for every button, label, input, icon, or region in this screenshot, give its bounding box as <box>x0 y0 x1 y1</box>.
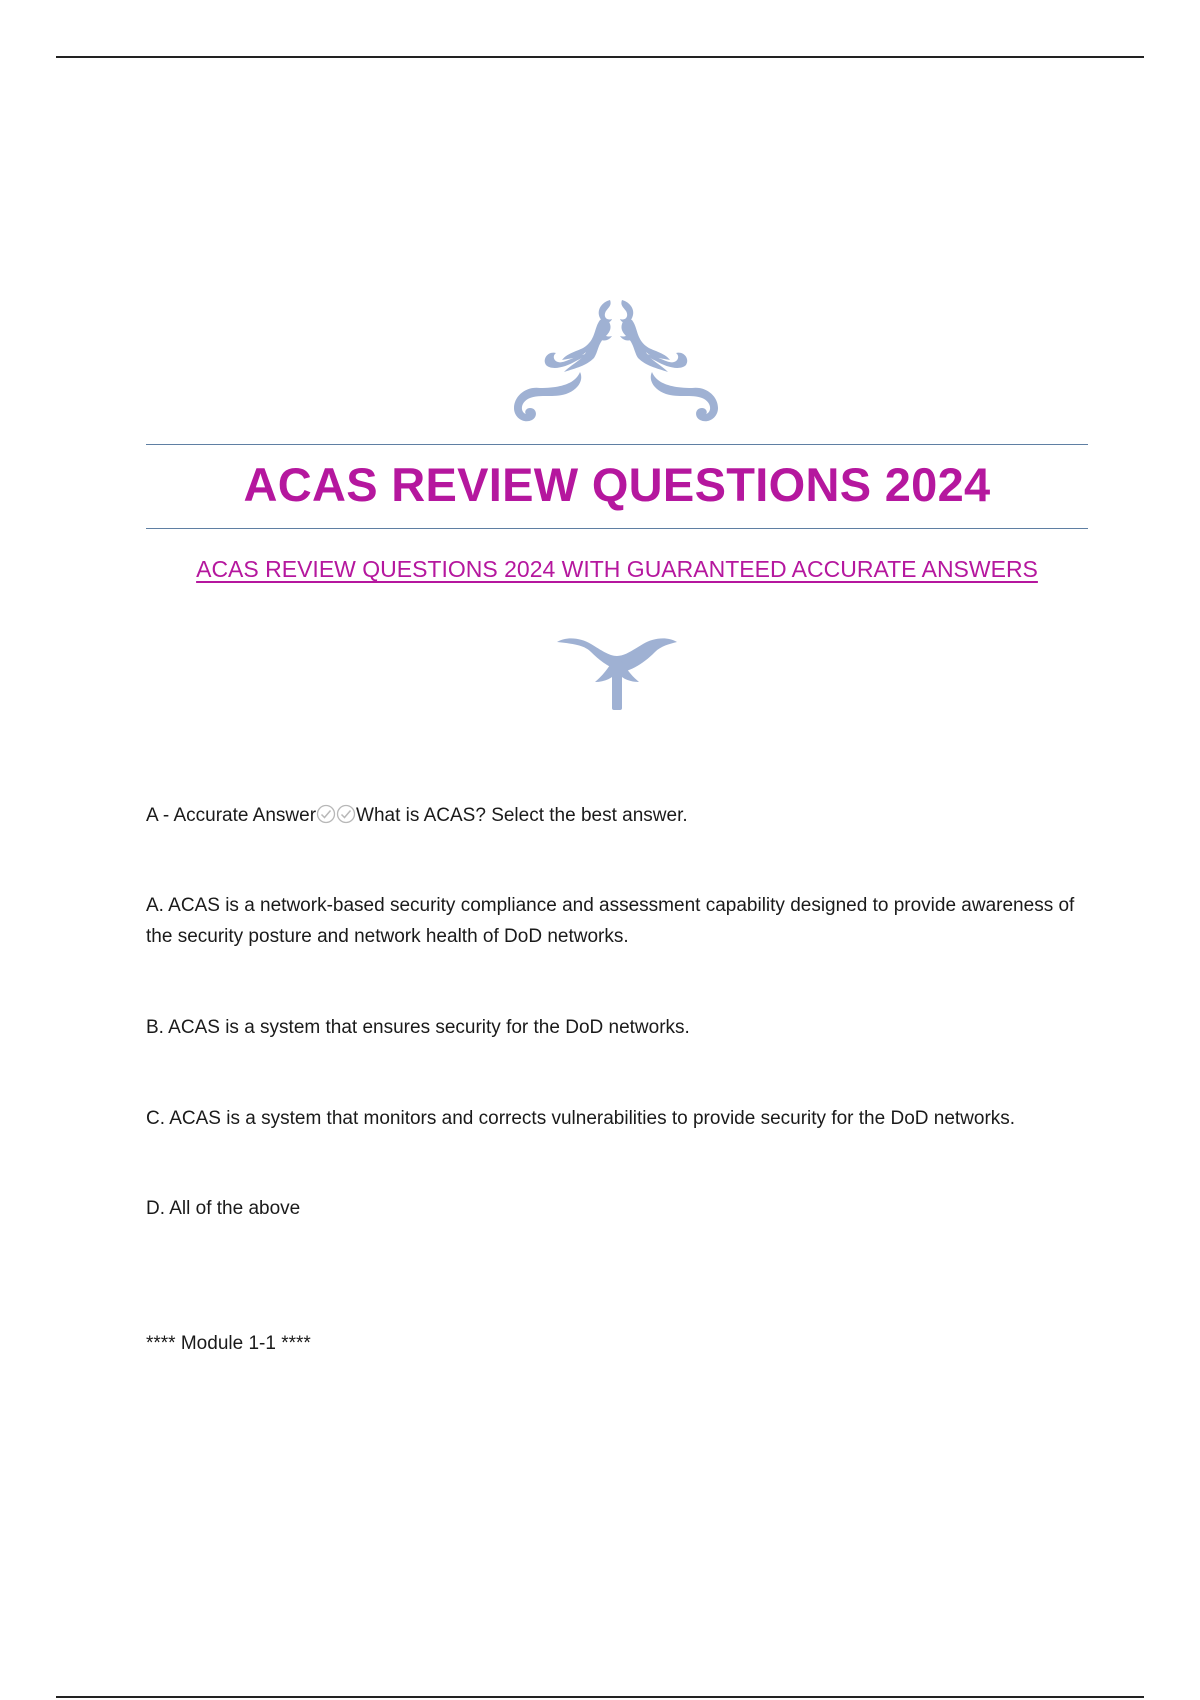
option-c: C. ACAS is a system that monitors and corrects vulnerabilities to provide security for the DoD networks. <box>146 1108 1016 1129</box>
ornament-fleuron-icon <box>553 630 681 712</box>
question-line <box>146 800 1091 831</box>
option-a: A. ACAS is a network-based security compliance and assessment capability designed to provide awareness of the security posture and network health of DoD networks. <box>146 895 1075 947</box>
module-heading: **** Module 1-1 **** <box>146 1333 311 1354</box>
answer-prefix: A - Accurate Answer <box>146 805 317 826</box>
page-title: ACAS REVIEW QUESTIONS 2024 <box>243 458 991 511</box>
check-icon <box>336 804 356 824</box>
check-icon <box>316 804 336 824</box>
ornament-flourish-icon <box>500 296 732 426</box>
page-top-rule <box>56 56 1144 58</box>
title-rule-lower <box>146 528 1088 529</box>
page-subtitle: ACAS REVIEW QUESTIONS 2024 WITH GUARANTEED ACCURATE ANSWERS <box>196 556 1038 582</box>
option-b: B. ACAS is a system that ensures security for the DoD networks. <box>146 1017 690 1038</box>
page-bottom-rule <box>56 1696 1144 1698</box>
title-rule-upper <box>146 444 1088 445</box>
option-d: D. All of the above <box>146 1198 301 1219</box>
question-text: What is ACAS? Select the best answer. <box>356 805 688 826</box>
